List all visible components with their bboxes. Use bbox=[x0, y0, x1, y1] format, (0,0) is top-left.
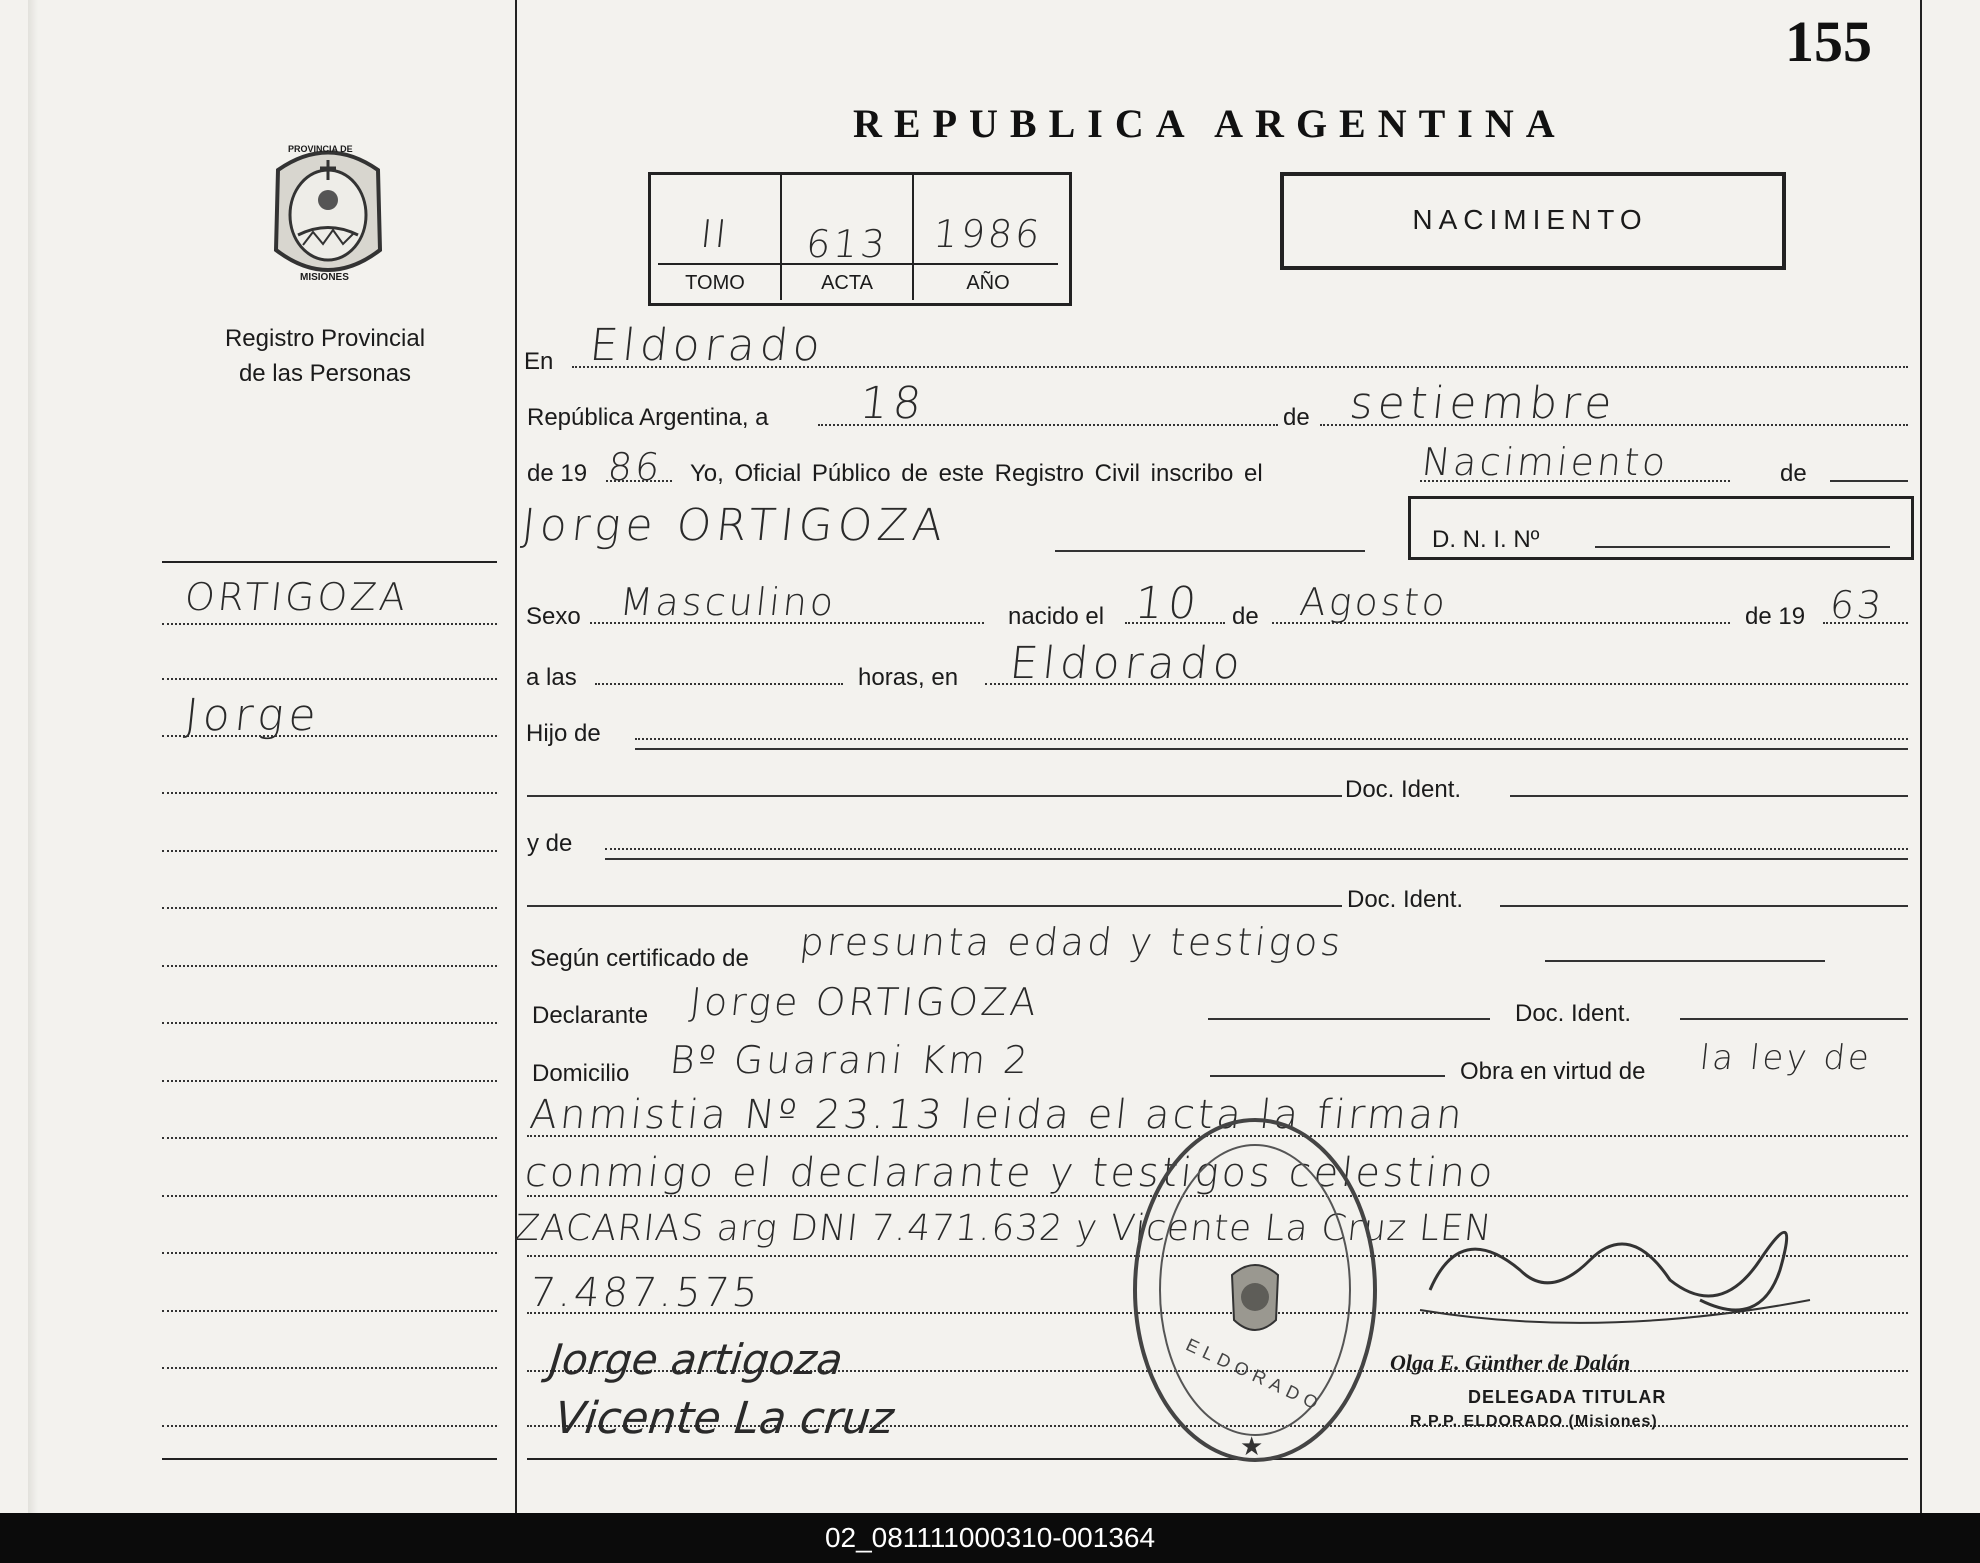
record-type: NACIMIENTO bbox=[1412, 204, 1648, 235]
margin-line bbox=[162, 1425, 497, 1427]
birth-year: 63 bbox=[1827, 583, 1887, 627]
registration-day: 18 bbox=[857, 378, 929, 429]
year-prefix-label: de 19 bbox=[527, 460, 588, 487]
official-name: Olga E. Günther de Dalán bbox=[1390, 1350, 1631, 1375]
doc-ident-label-2: Doc. Ident. bbox=[1347, 886, 1464, 913]
margin-line bbox=[162, 1137, 497, 1139]
record-ref-divider-1 bbox=[780, 175, 782, 300]
doc-ident-label-3: Doc. Ident. bbox=[1515, 1000, 1632, 1027]
dni-line bbox=[1595, 546, 1890, 548]
declarant-name: Jorge ORTIGOZA bbox=[687, 980, 1042, 1024]
right-border bbox=[1920, 0, 1922, 1513]
birth-year-prefix: de 19 bbox=[1745, 603, 1806, 630]
tomo-label: TOMO bbox=[685, 272, 745, 294]
horas-label: horas, en bbox=[858, 664, 959, 691]
sex-value: Masculino bbox=[617, 580, 839, 624]
hours-line bbox=[595, 683, 843, 685]
margin-line bbox=[162, 792, 497, 794]
margin-line bbox=[162, 965, 497, 967]
dni-label: D. N. I. Nº bbox=[1432, 526, 1540, 553]
note-line-2: conmigo el declarante y testigos celestino bbox=[522, 1150, 1499, 1196]
page-number: 155 bbox=[1785, 9, 1872, 74]
emblem-bottom-text: MISIONES bbox=[300, 272, 349, 283]
ano-label: AÑO bbox=[966, 272, 1010, 294]
margin-top-rule bbox=[162, 561, 497, 563]
registration-month: setiembre bbox=[1347, 378, 1620, 429]
registry-name-line1: Registro Provincial bbox=[224, 325, 426, 352]
ano-value: 1986 bbox=[931, 212, 1045, 256]
official-office: R.P.P. ELDORADO (Misiones) bbox=[1410, 1413, 1658, 1430]
note-line-3: ZACARIAS arg DNI 7.471.632 y Vicente La Cruz LEN bbox=[512, 1208, 1495, 1249]
margin-line bbox=[162, 1252, 497, 1254]
official-signature-mark bbox=[1400, 1180, 1820, 1350]
en-label: En bbox=[524, 348, 554, 375]
margin-line bbox=[162, 1195, 497, 1197]
father-underline bbox=[635, 748, 1908, 750]
acta-value: 613 bbox=[803, 222, 891, 266]
republica-label: República Argentina, a bbox=[527, 404, 769, 431]
official-title: DELEGADA TITULAR bbox=[1468, 1387, 1667, 1407]
doc-ident-label-1: Doc. Ident. bbox=[1345, 776, 1462, 803]
person-name: Jorge ORTIGOZA bbox=[519, 500, 951, 551]
margin-line bbox=[162, 735, 497, 737]
seal-ring-text bbox=[1120, 1460, 1150, 1461]
declarante-label: Declarante bbox=[532, 1002, 649, 1029]
record-ref-divider-2 bbox=[912, 175, 914, 300]
margin-given-name: Jorge bbox=[182, 690, 324, 741]
svg-text:★: ★ bbox=[1240, 1432, 1264, 1462]
declarant-line bbox=[1208, 1018, 1490, 1020]
margin-line bbox=[162, 907, 497, 909]
father-doc-line bbox=[527, 795, 1342, 797]
father-line bbox=[635, 738, 1908, 740]
mother-doc-line bbox=[527, 905, 1342, 907]
registry-seal-icon bbox=[1120, 1105, 1390, 1475]
seal-city: ELDORADO bbox=[1182, 1334, 1327, 1416]
obra-label: Obra en virtud de bbox=[1460, 1058, 1646, 1085]
hijo-label: Hijo de bbox=[526, 720, 601, 747]
birth-place: Eldorado bbox=[1007, 638, 1248, 689]
margin-bottom-rule bbox=[162, 1458, 497, 1460]
margin-surname: ORTIGOZA bbox=[182, 575, 411, 619]
declarant-doc-line bbox=[1680, 1018, 1908, 1020]
month-de-label: de bbox=[1283, 404, 1310, 431]
tomo-value: II bbox=[698, 212, 732, 256]
y-de-label: y de bbox=[527, 830, 573, 857]
registry-name-line2: de las Personas bbox=[238, 360, 412, 387]
note-line-1: Anmistia Nº 23.13 leida el acta la firman bbox=[527, 1092, 1468, 1138]
name-line bbox=[1055, 550, 1365, 552]
acta-label: ACTA bbox=[821, 272, 873, 294]
margin-line bbox=[162, 1367, 497, 1369]
page-fold-shadow bbox=[28, 0, 38, 1513]
certificate-line bbox=[1545, 960, 1825, 962]
country-title: REPUBLICA ARGENTINA bbox=[853, 101, 1567, 146]
margin-line bbox=[162, 1310, 497, 1312]
birth-month: Agosto bbox=[1297, 580, 1451, 624]
nacido-label: nacido el bbox=[1008, 603, 1105, 630]
father-doc-value-line bbox=[1510, 795, 1908, 797]
event-de-label: de bbox=[1780, 460, 1807, 487]
domicile-value: Bº Guarani Km 2 bbox=[667, 1038, 1033, 1082]
obra-value: la ley de bbox=[1697, 1038, 1874, 1078]
birth-day: 10 bbox=[1132, 578, 1204, 629]
de-line bbox=[1830, 480, 1908, 482]
emblem-top-text: PROVINCIA DE bbox=[288, 144, 353, 154]
margin-line bbox=[162, 850, 497, 852]
margin-divider bbox=[515, 0, 517, 1513]
margin-line bbox=[162, 623, 497, 625]
mother-underline bbox=[605, 858, 1908, 860]
birth-month-de-label: de bbox=[1232, 603, 1259, 630]
margin-line bbox=[162, 1022, 497, 1024]
mother-line bbox=[605, 848, 1908, 850]
a-las-label: a las bbox=[526, 664, 577, 691]
margin-line bbox=[162, 1080, 497, 1082]
domicilio-label: Domicilio bbox=[532, 1060, 630, 1087]
margin-line bbox=[162, 678, 497, 680]
signature-witness: Vicente La cruz bbox=[552, 1393, 897, 1444]
misiones-emblem-icon bbox=[258, 140, 398, 290]
image-code-footer: 02_081111000310-001364 bbox=[824, 1522, 1156, 1553]
certificate-type: presunta edad y testigos bbox=[797, 920, 1346, 964]
mother-doc-value-line bbox=[1500, 905, 1908, 907]
sexo-label: Sexo bbox=[526, 603, 581, 630]
signature-declarant: Jorge artigoza bbox=[547, 1335, 846, 1384]
registration-place: Eldorado bbox=[587, 320, 828, 371]
note-line-4: 7.487.575 bbox=[527, 1270, 763, 1316]
event-type: Nacimiento bbox=[1419, 440, 1671, 484]
domicile-line bbox=[1210, 1075, 1445, 1077]
segun-label: Según certificado de bbox=[530, 945, 749, 972]
registration-year: 86 bbox=[605, 445, 665, 489]
oficial-statement: Yo, Oficial Público de este Registro Civil inscribo el bbox=[690, 460, 1263, 487]
